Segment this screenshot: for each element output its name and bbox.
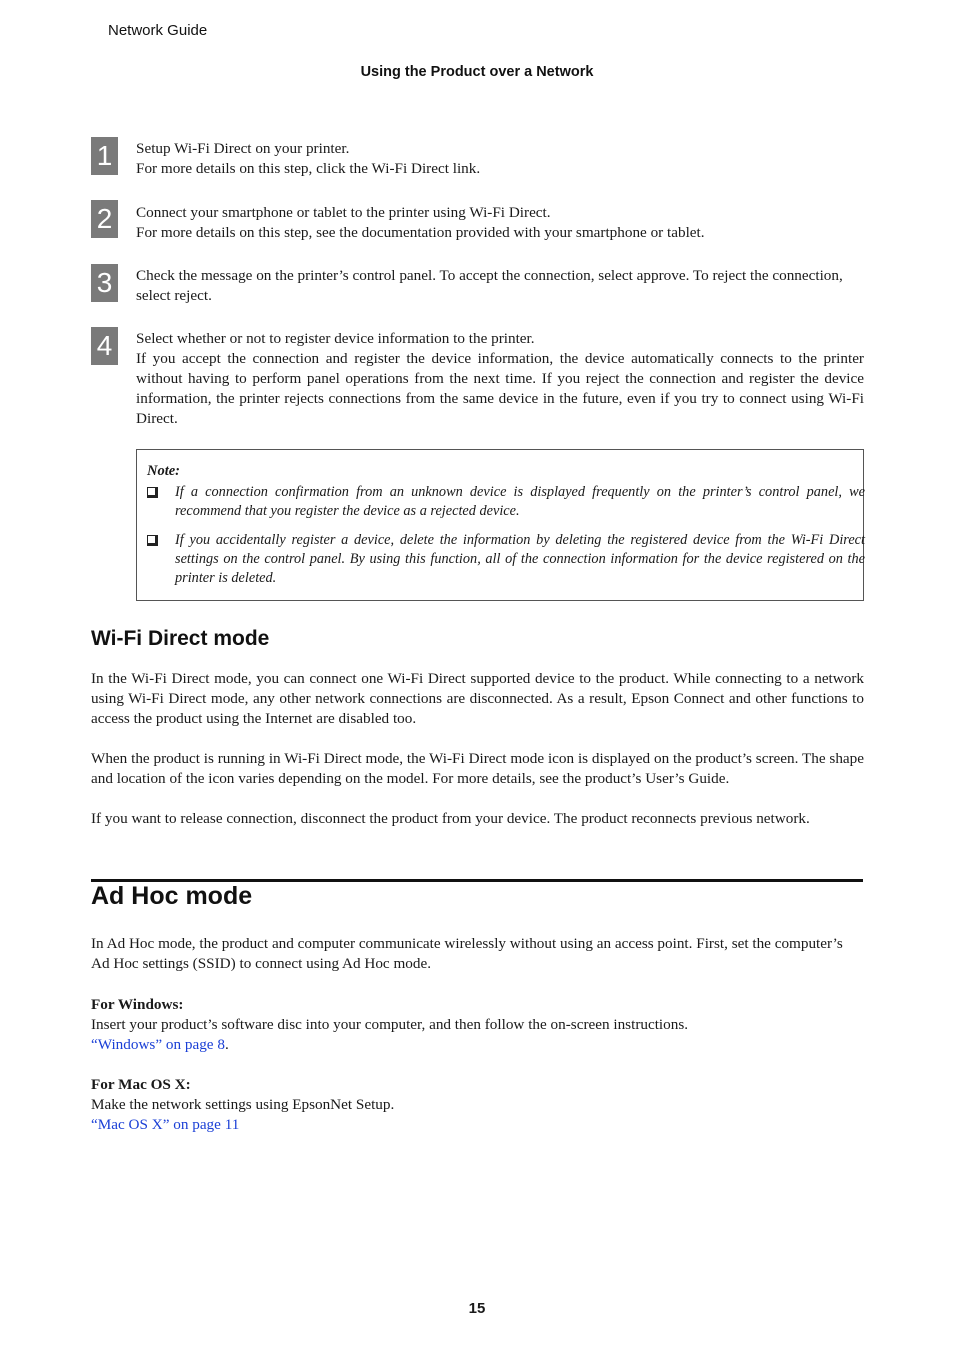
running-header-section-title: Using the Product over a Network <box>360 64 594 80</box>
mac-link-line <box>91 1115 864 1135</box>
section-heading-wifi-direct-mode: Wi-Fi Direct mode <box>91 627 270 650</box>
mac-instructions <box>91 1075 864 1135</box>
page-number: 15 <box>468 1300 486 1317</box>
step-4-line-1: Select whether or not to register device information to the printer. <box>136 330 535 347</box>
windows-text: Insert your product’s software disc into your computer, and then follow the on-screen instructions. <box>91 1016 689 1033</box>
windows-link-suffix: . <box>224 1036 229 1053</box>
step-number-2: 2 <box>91 200 118 238</box>
step-2-text <box>136 203 864 243</box>
windows-page-link[interactable]: “Windows” on page 8 <box>91 1036 225 1053</box>
step-2-line-1: Connect your smartphone or tablet to the printer using Wi-Fi Direct. <box>136 204 551 221</box>
note-item-1-text: If a connection confirmation from an unknown device is displayed frequently on the printer’s control panel, we recommend that you register the device as a rejected device. <box>175 484 865 519</box>
step-4-text <box>136 329 864 429</box>
step-2-line-2: For more details on this step, see the documentation provided with your smartphone or tablet. <box>136 224 705 241</box>
note-item-2-text: If you accidentally register a device, delete the information by deleting the registered device from the Wi-Fi Direct settings on the control panel. By using this function, all of the connection information for the device registered on the printer is deleted. <box>175 532 865 586</box>
mac-text: Make the network settings using EpsonNet Setup. <box>91 1096 395 1113</box>
step-1-line-2: For more details on this step, click the Wi-Fi Direct link. <box>136 160 481 177</box>
windows-instructions <box>91 995 864 1055</box>
wifi-direct-paragraph-2: When the product is running in Wi-Fi Direct mode, the Wi-Fi Direct mode icon is displayed on the product’s screen. The shape and location of the icon varies depending on the model. For more details, see the product’s User’s Guide. <box>91 750 864 787</box>
step-3-text <box>136 266 864 306</box>
step-number-3: 3 <box>91 264 118 302</box>
step-number-4: 4 <box>91 327 118 365</box>
ad-hoc-intro: In Ad Hoc mode, the product and computer communicate wirelessly without using an access point. First, set the computer’s Ad Hoc settings (SSID) to connect using Ad Hoc mode. <box>91 935 843 972</box>
checkbox-bullet-icon <box>147 487 158 498</box>
windows-label: For Windows: <box>91 996 184 1013</box>
section-heading-ad-hoc-mode: Ad Hoc mode <box>91 882 253 910</box>
wifi-direct-paragraph-3: If you want to release connection, disconnect the product from your device. The product reconnects previous network. <box>91 810 810 827</box>
step-number-1: 1 <box>91 137 118 175</box>
step-1-text <box>136 139 864 179</box>
wifi-direct-paragraph-1: In the Wi-Fi Direct mode, you can connect one Wi-Fi Direct supported device to the product. While connecting to a network using Wi-Fi Direct mode, any other network connections are disconnected. As a result, Epson Connect and other functions to access the product using the Internet are disabled too. <box>91 670 864 727</box>
mac-label: For Mac OS X: <box>91 1076 191 1093</box>
step-4-line-2: If you accept the connection and register the device information, the device automatically connects to the printer without having to perform panel operations from the next time. If you reject the connection and register the device information, the printer rejects connections from the same device in the future, even if you try to connect using Wi-Fi Direct. <box>136 350 864 427</box>
windows-link-line <box>91 1035 864 1055</box>
step-3-line-1: Check the message on the printer’s control panel. To accept the connection, select approve. To reject the connection, select reject. <box>136 267 843 304</box>
checkbox-bullet-icon <box>147 535 158 546</box>
note-title: Note: <box>147 463 181 479</box>
step-1-line-1: Setup Wi-Fi Direct on your printer. <box>136 140 350 157</box>
running-header-guide-title: Network Guide <box>108 22 208 39</box>
note-box <box>136 449 864 601</box>
mac-page-link[interactable]: “Mac OS X” on page 11 <box>91 1116 240 1133</box>
